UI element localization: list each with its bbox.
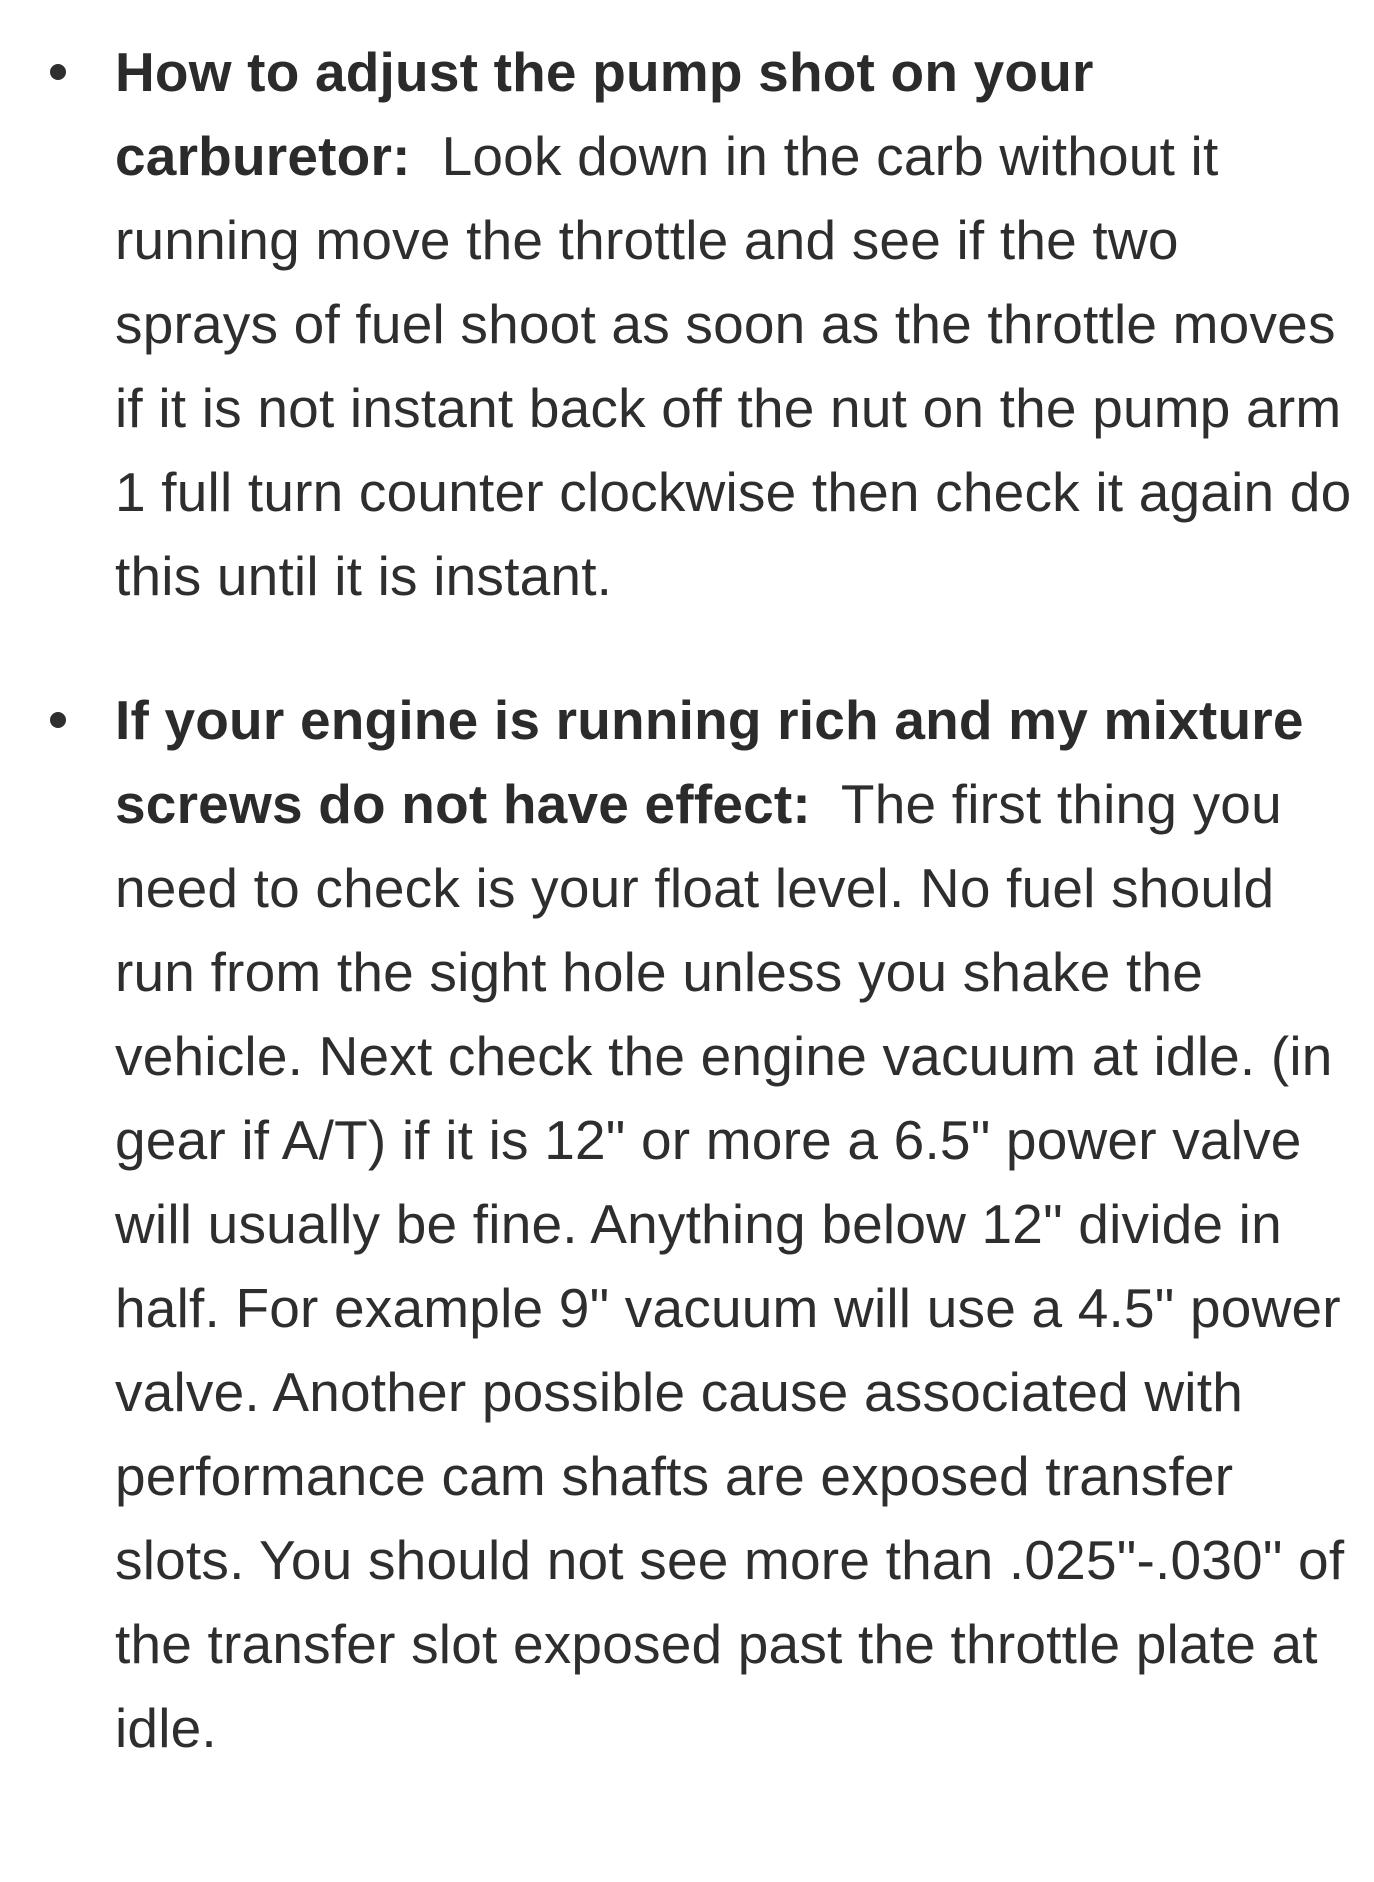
bullet-icon [50, 712, 66, 728]
list-item [0, 678, 1374, 1770]
tip-body: Look down in the carb without it running move the throttle and see if the two sprays of fuel shoot as soon as the throttle moves if it is not instant back off the nut on the pump arm 1 full turn counter clockwise then check it again do this until it is instant. [115, 125, 1352, 607]
tip-body: The first thing you need to check is your float level. No fuel should run from the sight hole unless you shake the vehicle. Next check the engine vacuum at idle. (in gear if A/T) if it is 12" or more a 6.5" power valve will usually be fine. Anything below 12" divide in half. For example 9" vacuum will use a 4.5" power valve. Another possible cause associated with performance cam shafts are exposed transfer slots. You should not see more than .025"-.030" of the transfer slot exposed past the throttle plate at idle. [115, 773, 1345, 1759]
list-item [0, 30, 1374, 618]
article-content [0, 30, 1374, 1830]
bullet-icon [50, 64, 66, 80]
tip-title: If your engine is running rich and my mixture screws do not have effect: [115, 689, 1304, 835]
tip-title: How to adjust the pump shot on your carburetor: [115, 41, 1094, 187]
tips-list [0, 30, 1374, 1770]
